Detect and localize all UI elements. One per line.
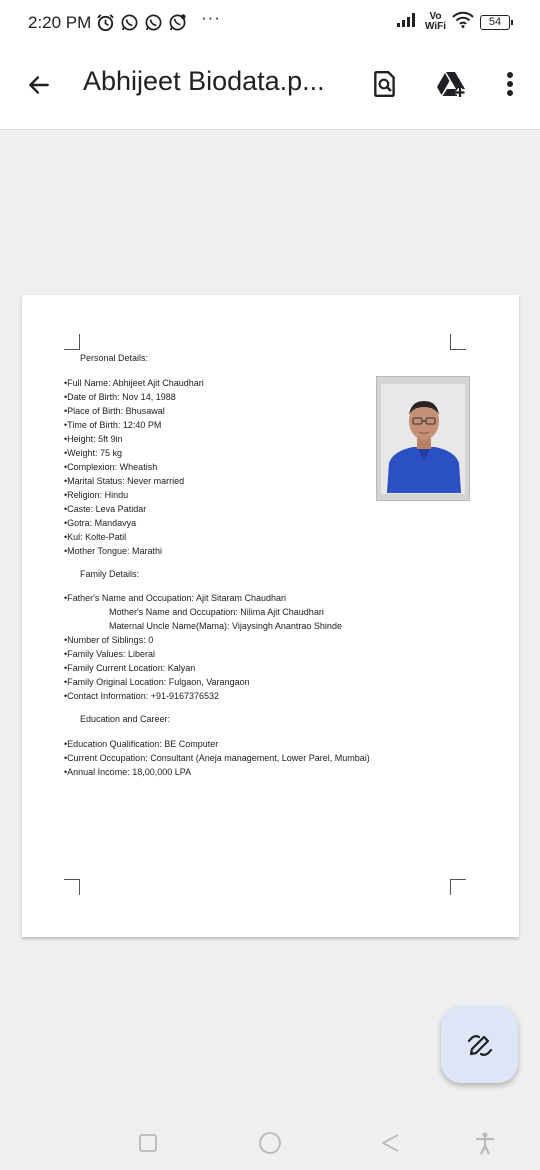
annotate-fab-button[interactable] bbox=[441, 1006, 518, 1083]
whatsapp-icon bbox=[119, 12, 139, 32]
more-notifications: ··· bbox=[201, 8, 221, 27]
whatsapp-business-icon bbox=[167, 12, 187, 32]
edit-annotate-icon bbox=[465, 1030, 495, 1060]
list-item: • Gotra: Mandavya bbox=[64, 516, 204, 530]
more-vert-icon bbox=[506, 71, 514, 97]
list-item: • Number of Siblings: 0 bbox=[64, 633, 342, 647]
person-portrait bbox=[377, 377, 470, 501]
list-item: • Family Original Location: Fulgaon, Varangaon bbox=[64, 675, 342, 689]
recents-button[interactable] bbox=[133, 1128, 163, 1158]
list-item: • Marital Status: Never married bbox=[64, 474, 204, 488]
find-in-page-icon bbox=[372, 70, 398, 98]
list-item: • Current Occupation: Consultant (Aneja management, Lower Parel, Mumbai) bbox=[64, 751, 370, 765]
education-heading: Education and Career: bbox=[80, 714, 171, 724]
list-item: • Annual Income: 18,00,000 LPA bbox=[64, 765, 370, 779]
list-item: • Father's Name and Occupation: Ajit Sitaram Chaudhari bbox=[64, 591, 342, 605]
notification-icons bbox=[95, 12, 187, 32]
whatsapp-icon bbox=[143, 12, 163, 32]
personal-details-heading: Personal Details: bbox=[80, 353, 149, 363]
system-icons bbox=[397, 11, 510, 33]
crop-mark-bottom-left bbox=[64, 879, 80, 895]
list-item: • Mother Tongue: Marathi bbox=[64, 544, 204, 558]
back-button[interactable] bbox=[22, 68, 56, 102]
find-in-document-button[interactable] bbox=[367, 66, 403, 102]
list-item: • Caste: Leva Patidar bbox=[64, 502, 204, 516]
signal-icon bbox=[397, 13, 419, 32]
vowifi-indicator bbox=[425, 12, 446, 32]
wifi-label: WiFi bbox=[424, 21, 446, 32]
battery-icon bbox=[480, 15, 510, 30]
nav-back-button[interactable] bbox=[375, 1128, 405, 1158]
back-triangle-icon bbox=[379, 1132, 401, 1154]
list-item-indented: Maternal Uncle Name(Mama): Vijaysingh Anantrao Shinde bbox=[109, 621, 342, 631]
wifi-icon bbox=[452, 11, 474, 33]
profile-photo bbox=[376, 376, 470, 501]
family-details-list bbox=[64, 591, 342, 703]
personal-details-list bbox=[64, 376, 204, 558]
home-button[interactable] bbox=[255, 1128, 285, 1158]
list-item: • Complexion: Wheatish bbox=[64, 460, 204, 474]
education-list bbox=[64, 737, 370, 779]
app-bar bbox=[0, 46, 540, 130]
list-item: • Date of Birth: Nov 14, 1988 bbox=[64, 390, 204, 404]
alarm-icon bbox=[95, 12, 115, 32]
accessibility-button[interactable] bbox=[470, 1128, 500, 1158]
list-item-indented: Mother's Name and Occupation: Nilima Ajit Chaudhari bbox=[109, 607, 324, 617]
list-item: • Religion: Hindu bbox=[64, 488, 204, 502]
list-item: • Weight: 75 kg bbox=[64, 446, 204, 460]
home-circle-icon bbox=[258, 1131, 282, 1155]
list-item: • Kul: Kolte-Patil bbox=[64, 530, 204, 544]
document-title: Abhijeet Biodata.p... bbox=[83, 66, 325, 96]
add-to-drive-icon bbox=[436, 70, 468, 98]
list-item: • Family Current Location: Kalyan bbox=[64, 661, 342, 675]
more-options-button[interactable] bbox=[492, 66, 528, 102]
crop-mark-bottom-right bbox=[450, 879, 466, 895]
pdf-page[interactable] bbox=[22, 295, 519, 937]
family-details-heading: Family Details: bbox=[80, 569, 140, 579]
list-item: • Time of Birth: 12:40 PM bbox=[64, 418, 204, 432]
navigation-bar bbox=[0, 1118, 540, 1170]
recents-square-icon bbox=[138, 1133, 158, 1153]
crop-mark-top-left bbox=[64, 334, 80, 350]
status-time: 2:20 PM bbox=[28, 13, 92, 32]
list-item: • Education Qualification: BE Computer bbox=[64, 737, 370, 751]
list-item: • Family Values: Liberal bbox=[64, 647, 342, 661]
back-arrow-icon bbox=[26, 72, 52, 98]
crop-mark-top-right bbox=[450, 334, 466, 350]
add-to-drive-button[interactable] bbox=[434, 66, 470, 102]
status-bar bbox=[0, 0, 540, 46]
list-item: • Contact Information: +91-9167376532 bbox=[64, 689, 342, 703]
list-item: • Place of Birth: Bhusawal bbox=[64, 404, 204, 418]
vo-label: Vo bbox=[429, 11, 442, 22]
accessibility-icon bbox=[473, 1131, 497, 1155]
battery-level: 54 bbox=[488, 15, 502, 28]
list-item: • Height: 5ft 9in bbox=[64, 432, 204, 446]
list-item: • Full Name: Abhijeet Ajit Chaudhari bbox=[64, 376, 204, 390]
